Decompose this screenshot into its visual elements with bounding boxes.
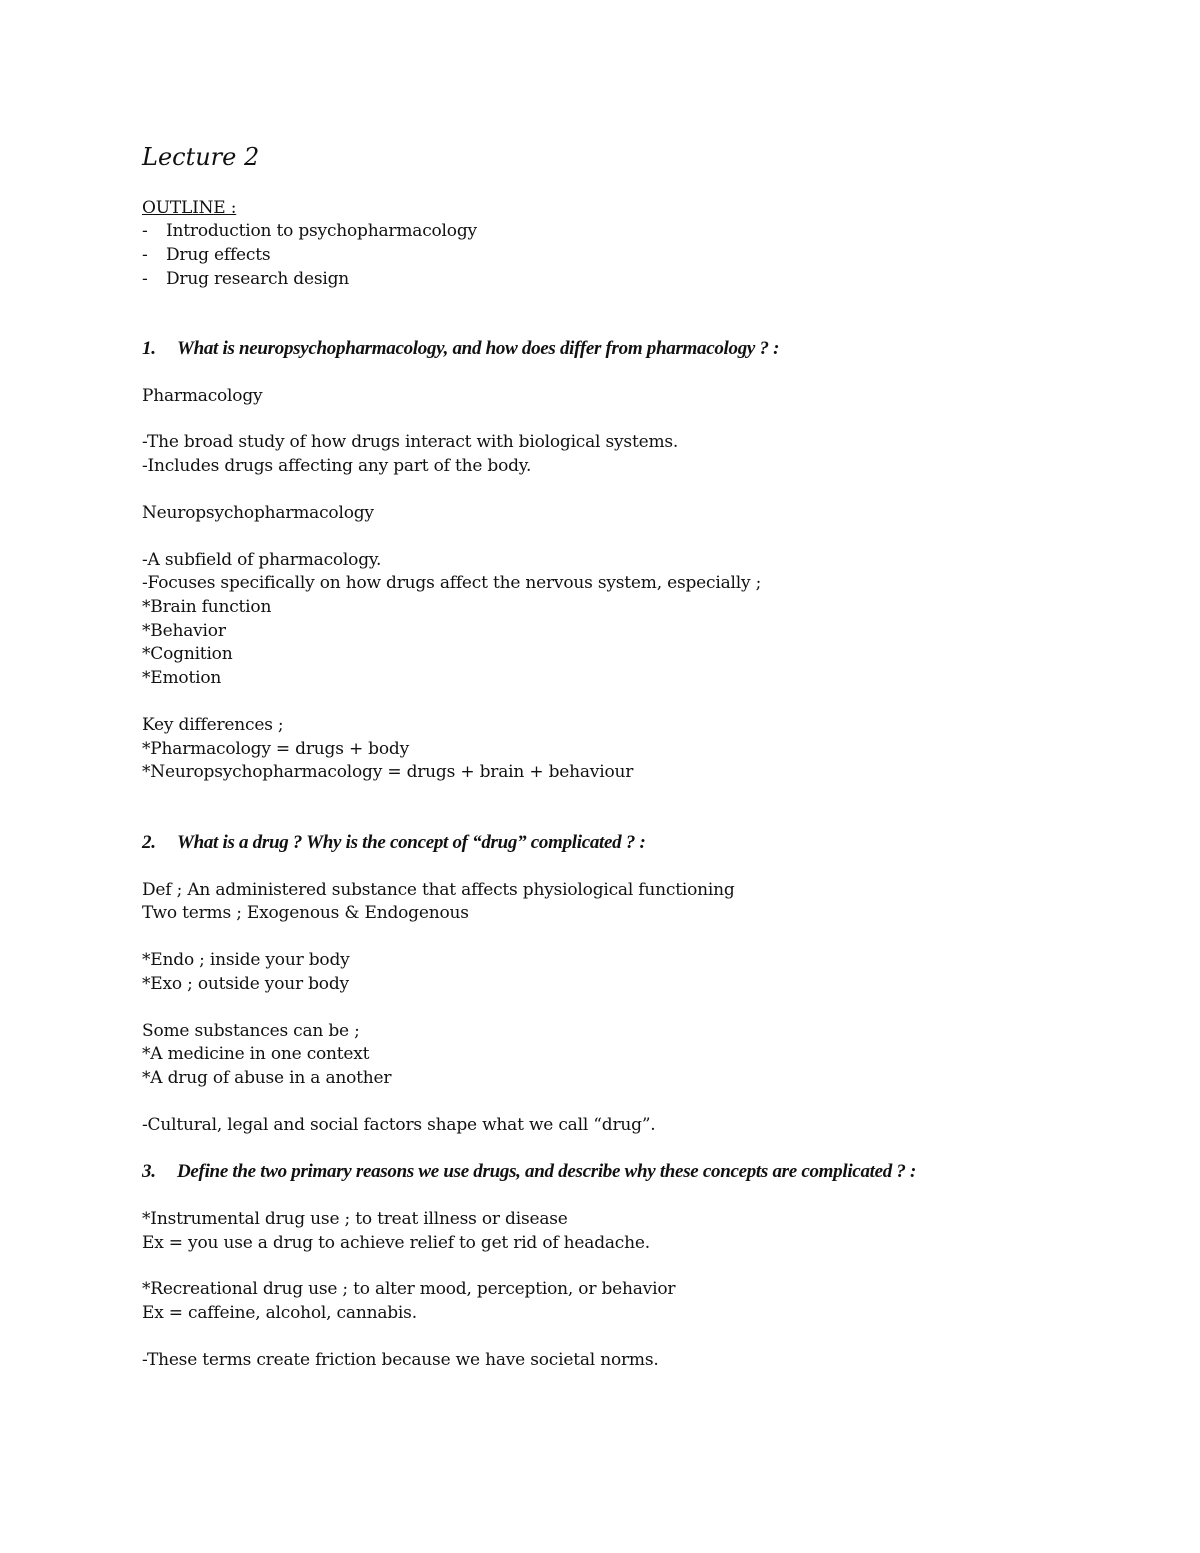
body-line: Two terms ; Exogenous & Endogenous [142,903,469,923]
outline-item [142,268,349,290]
body-line: *Recreational drug use ; to alter mood, perception, or behavior [142,1279,676,1299]
section-2-heading [142,832,646,854]
body-line: Some substances can be ; [142,1021,360,1041]
body-line: Key differences ; [142,715,284,735]
section-number: 2. [142,832,156,853]
body-line: *Brain function [142,597,272,617]
outline-item [142,244,270,266]
outline-item [142,220,477,242]
body-line: Neuropsychopharmacology [142,503,374,523]
section-3-heading [142,1161,916,1183]
body-line: Ex = you use a drug to achieve relief to get rid of headache. [142,1233,650,1253]
outline-item-text: Introduction to psychopharmacology [166,221,477,241]
bullet-dash: - [142,221,148,241]
outline-label: OUTLINE : [142,198,237,218]
section-heading-text: What is a drug ? Why is the concept of “drug” complicated ? : [177,832,646,853]
body-line: -Cultural, legal and social factors shape what we call “drug”. [142,1115,656,1135]
body-line: *Endo ; inside your body [142,950,350,970]
body-line: *A drug of abuse in a another [142,1068,392,1088]
section-number: 1. [142,338,156,359]
section-heading-text: What is neuropsychopharmacology, and how does differ from pharmacology ? : [177,338,780,359]
body-line: -These terms create friction because we have societal norms. [142,1350,659,1370]
body-line: *Exo ; outside your body [142,974,349,994]
section-heading-text: Define the two primary reasons we use drugs, and describe why these concepts are complicated ? : [177,1161,917,1182]
bullet-dash: - [142,269,148,289]
body-line: *Neuropsychopharmacology = drugs + brain + behaviour [142,762,634,782]
outline-item-text: Drug research design [166,269,350,289]
body-line: *Instrumental drug use ; to treat illness or disease [142,1209,568,1229]
body-line: -The broad study of how drugs interact with biological systems. [142,432,679,452]
body-line: *Emotion [142,668,222,688]
body-line: -Focuses specifically on how drugs affect the nervous system, especially ; [142,573,762,593]
page-title: Lecture 2 [142,143,260,171]
body-line: *Cognition [142,644,233,664]
section-1-heading [142,338,779,360]
body-line: -Includes drugs affecting any part of the body. [142,456,532,476]
body-line: Pharmacology [142,386,263,406]
outline-item-text: Drug effects [166,245,271,265]
body-line: Ex = caffeine, alcohol, cannabis. [142,1303,417,1323]
body-line: *A medicine in one context [142,1044,370,1064]
body-line: -A subfield of pharmacology. [142,550,382,570]
body-line: *Pharmacology = drugs + body [142,739,409,759]
body-line: *Behavior [142,621,226,641]
body-line: Def ; An administered substance that affects physiological functioning [142,880,735,900]
section-number: 3. [142,1161,156,1182]
bullet-dash: - [142,245,148,265]
